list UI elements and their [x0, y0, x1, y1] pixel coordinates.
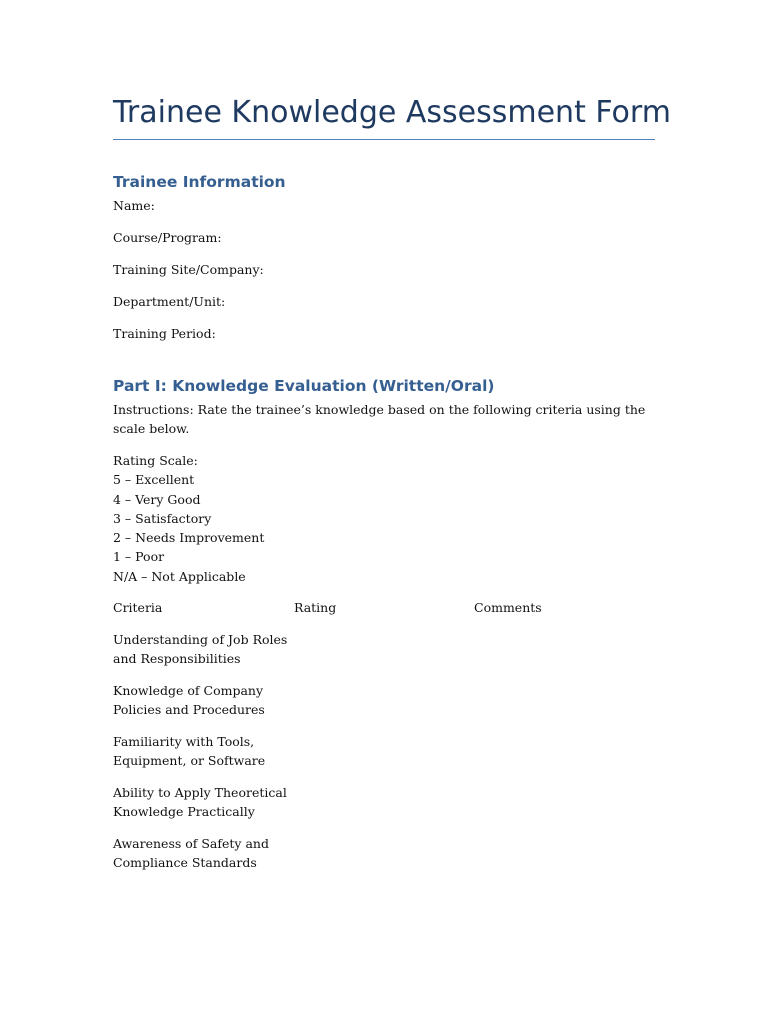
- field-name-label: Name:: [113, 198, 155, 213]
- rating-scale-item: 1 – Poor: [113, 549, 165, 565]
- criteria-cell-line: Awareness of Safety and: [113, 836, 269, 851]
- document-title: Trainee Knowledge Assessment Form: [113, 95, 671, 130]
- field-site-label: Training Site/Company:: [113, 262, 264, 277]
- rating-scale-item: 2 – Needs Improvement: [113, 530, 265, 546]
- criteria-cell-line: Ability to Apply Theoretical: [113, 785, 287, 800]
- table-row: [113, 783, 288, 822]
- rating-scale-item: 3 – Satisfactory: [113, 510, 212, 526]
- field-period-label: Training Period:: [113, 326, 216, 341]
- instructions-text: Instructions: Rate the trainee’s knowledge based on the following criteria using the scale below.: [113, 402, 646, 437]
- criteria-cell-line: Knowledge of Company: [113, 683, 264, 698]
- table-row: [113, 630, 288, 669]
- column-header-comments: Comments: [474, 600, 542, 615]
- criteria-cell-line: Understanding of Job Roles: [113, 632, 288, 647]
- column-header-rating: Rating: [294, 600, 337, 615]
- rating-scale-item: 5 – Excellent: [113, 472, 195, 488]
- criteria-cell-line: and Responsibilities: [113, 651, 241, 667]
- table-row: [113, 681, 288, 720]
- column-header-criteria: Criteria: [113, 600, 163, 615]
- criteria-cell-line: Compliance Standards: [113, 855, 257, 871]
- criteria-cell-line: Knowledge Practically: [113, 804, 255, 820]
- title-divider: [113, 139, 655, 140]
- criteria-cell-line: Policies and Procedures: [113, 702, 265, 718]
- criteria-cell-line: Familiarity with Tools,: [113, 734, 255, 749]
- trainee-info-heading: Trainee Information: [113, 173, 286, 191]
- table-row: [113, 834, 288, 873]
- part1-heading: Part I: Knowledge Evaluation (Written/Oral): [113, 377, 495, 395]
- criteria-table-header: [113, 598, 655, 618]
- field-course-label: Course/Program:: [113, 230, 222, 245]
- rating-scale-list: [113, 451, 264, 586]
- criteria-cell-line: Equipment, or Software: [113, 753, 266, 769]
- table-row: [113, 732, 288, 771]
- field-department-label: Department/Unit:: [113, 294, 226, 309]
- rating-scale-item: 4 – Very Good: [113, 491, 201, 507]
- rating-scale-item: N/A – Not Applicable: [113, 568, 246, 584]
- rating-scale-label: Rating Scale:: [113, 453, 198, 468]
